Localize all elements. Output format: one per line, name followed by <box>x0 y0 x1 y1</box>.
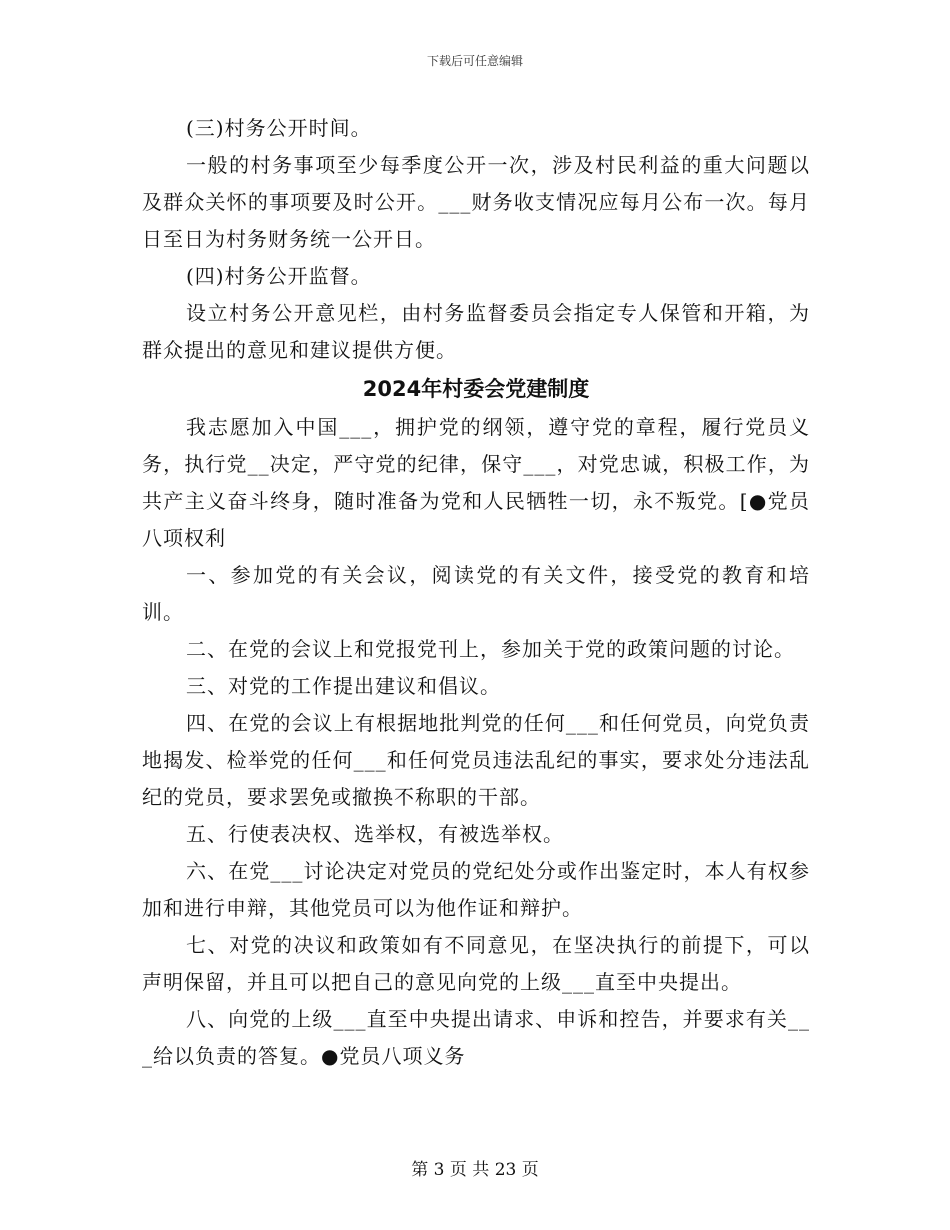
paragraph-oath: 我志愿加入中国___，拥护党的纲领，遵守党的章程，履行党员义务，执行党__决定，严守党的纪律，保守___，对党忠诚，积极工作，为共产主义奋斗终身，随时准备为党和人民牺牲一切，永不叛党。[●党员八项权利 <box>142 415 810 550</box>
right-item-3: 三、对党的工作提出建议和倡议。 <box>186 674 501 698</box>
right-item-1: 一、参加党的有关会议，阅读党的有关文件，接受党的教育和培训。 <box>142 563 810 624</box>
right-item-8: 八、向党的上级___直至中央提出请求、申诉和控告，并要求有关___给以负责的答复。●党员八项义务 <box>142 1007 810 1068</box>
right-item-7: 七、对党的决议和政策如有不同意见，在坚决执行的前提下，可以声明保留，并且可以把自己的意见向党的上级___直至中央提出。 <box>142 933 810 994</box>
document-title: 2024年村委会党建制度 <box>362 377 590 401</box>
right-item-2: 二、在党的会议上和党报党刊上，参加关于党的政策问题的讨论。 <box>186 637 795 661</box>
document-body <box>142 110 810 1075</box>
paragraph-timing: 一般的村务事项至少每季度公开一次，涉及村民利益的重大问题以及群众关怀的事项要及时公开。___财务收支情况应每月公布一次。每月日至日为村务财务统一公开日。 <box>142 153 810 251</box>
right-item-4: 四、在党的会议上有根据地批判党的任何___和任何党员，向党负责地揭发、检举党的任何___和任何党员违法乱纪的事实，要求处分违法乱纪的党员，要求罢免或撤换不称职的干部。 <box>142 711 810 809</box>
right-item-5: 五、行使表决权、选举权，有被选举权。 <box>186 822 564 846</box>
right-item-6: 六、在党___讨论决定对党员的党纪处分或作出鉴定时，本人有权参加和进行申辩，其他党员可以为他作证和辩护。 <box>142 859 810 920</box>
page-number-footer: 第 3 页 共 23 页 <box>411 1160 539 1180</box>
section-heading-supervision: (四)村务公开监督。 <box>186 264 372 288</box>
paragraph-supervision: 设立村务公开意见栏，由村务监督委员会指定专人保管和开箱，为群众提出的意见和建议提供方便。 <box>142 301 810 362</box>
page-header-note: 下载后可任意编辑 <box>426 54 523 68</box>
section-heading-timing: (三)村务公开时间。 <box>186 116 372 140</box>
